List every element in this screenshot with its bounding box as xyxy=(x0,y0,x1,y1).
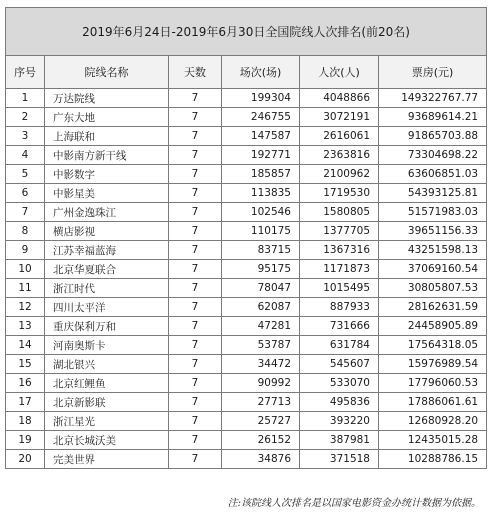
rank-cell: 14 xyxy=(6,336,45,355)
box-office-cell: 10288786.15 xyxy=(379,450,487,469)
cinema-name-cell: 浙江星光 xyxy=(45,412,169,431)
header-cinema-name: 院线名称 xyxy=(45,56,169,89)
shows-cell: 53787 xyxy=(222,336,300,355)
cinema-name-cell: 上海联和 xyxy=(45,127,169,146)
admissions-cell: 545607 xyxy=(300,355,379,374)
rank-cell: 18 xyxy=(6,412,45,431)
rank-cell: 2 xyxy=(6,108,45,127)
rank-cell: 4 xyxy=(6,146,45,165)
days-cell: 7 xyxy=(169,450,222,469)
admissions-cell: 1171873 xyxy=(300,260,379,279)
table-row xyxy=(6,127,487,146)
box-office-cell: 24458905.89 xyxy=(379,317,487,336)
days-cell: 7 xyxy=(169,184,222,203)
table-row xyxy=(6,412,487,431)
cinema-name-cell: 江苏幸福蓝海 xyxy=(45,241,169,260)
table-row xyxy=(6,222,487,241)
days-cell: 7 xyxy=(169,146,222,165)
box-office-cell: 51571983.03 xyxy=(379,203,487,222)
cinema-name-cell: 北京长城沃美 xyxy=(45,431,169,450)
days-cell: 7 xyxy=(169,374,222,393)
rank-cell: 6 xyxy=(6,184,45,203)
shows-cell: 27713 xyxy=(222,393,300,412)
cinema-name-cell: 河南奥斯卡 xyxy=(45,336,169,355)
table-row xyxy=(6,355,487,374)
cinema-name-cell: 广东大地 xyxy=(45,108,169,127)
header-rank: 序号 xyxy=(6,56,45,89)
days-cell: 7 xyxy=(169,203,222,222)
days-cell: 7 xyxy=(169,298,222,317)
admissions-cell: 3072191 xyxy=(300,108,379,127)
days-cell: 7 xyxy=(169,393,222,412)
cinema-name-cell: 湖北银兴 xyxy=(45,355,169,374)
cinema-name-cell: 重庆保利万和 xyxy=(45,317,169,336)
cinema-name-cell: 北京红鲤鱼 xyxy=(45,374,169,393)
cinema-name-cell: 四川太平洋 xyxy=(45,298,169,317)
days-cell: 7 xyxy=(169,431,222,450)
days-cell: 7 xyxy=(169,89,222,108)
admissions-cell: 1015495 xyxy=(300,279,379,298)
header-admissions: 人次(人) xyxy=(300,56,379,89)
shows-cell: 113835 xyxy=(222,184,300,203)
box-office-cell: 63606851.03 xyxy=(379,165,487,184)
cinema-name-cell: 中影南方新干线 xyxy=(45,146,169,165)
days-cell: 7 xyxy=(169,108,222,127)
shows-cell: 147587 xyxy=(222,127,300,146)
cinema-name-cell: 中影星美 xyxy=(45,184,169,203)
footnote: 注:该院线人次排名是以国家电影资金办统计数据为依据。 xyxy=(227,498,481,509)
admissions-cell: 631784 xyxy=(300,336,379,355)
admissions-cell: 387981 xyxy=(300,431,379,450)
table-row xyxy=(6,393,487,412)
cinema-name-cell: 横店影视 xyxy=(45,222,169,241)
shows-cell: 34876 xyxy=(222,450,300,469)
shows-cell: 34472 xyxy=(222,355,300,374)
admissions-cell: 2363816 xyxy=(300,146,379,165)
header-box-office: 票房(元) xyxy=(379,56,487,89)
box-office-cell: 12680928.20 xyxy=(379,412,487,431)
days-cell: 7 xyxy=(169,260,222,279)
shows-cell: 185857 xyxy=(222,165,300,184)
table-row xyxy=(6,146,487,165)
shows-cell: 95175 xyxy=(222,260,300,279)
table-row xyxy=(6,241,487,260)
admissions-cell: 887933 xyxy=(300,298,379,317)
rank-cell: 5 xyxy=(6,165,45,184)
shows-cell: 246755 xyxy=(222,108,300,127)
cinema-ranking-table xyxy=(5,7,487,469)
header-shows: 场次(场) xyxy=(222,56,300,89)
table-row xyxy=(6,450,487,469)
shows-cell: 199304 xyxy=(222,89,300,108)
days-cell: 7 xyxy=(169,412,222,431)
rank-cell: 9 xyxy=(6,241,45,260)
days-cell: 7 xyxy=(169,317,222,336)
rank-cell: 12 xyxy=(6,298,45,317)
table-row xyxy=(6,108,487,127)
box-office-cell: 93689614.21 xyxy=(379,108,487,127)
days-cell: 7 xyxy=(169,336,222,355)
cinema-name-cell: 北京华夏联合 xyxy=(45,260,169,279)
admissions-cell: 2100962 xyxy=(300,165,379,184)
shows-cell: 83715 xyxy=(222,241,300,260)
box-office-cell: 17796060.53 xyxy=(379,374,487,393)
box-office-cell: 30805807.53 xyxy=(379,279,487,298)
shows-cell: 90992 xyxy=(222,374,300,393)
shows-cell: 192771 xyxy=(222,146,300,165)
table-row xyxy=(6,431,487,450)
rank-cell: 19 xyxy=(6,431,45,450)
admissions-cell: 393220 xyxy=(300,412,379,431)
table-row xyxy=(6,203,487,222)
admissions-cell: 1719530 xyxy=(300,184,379,203)
table-row xyxy=(6,184,487,203)
admissions-cell: 1367316 xyxy=(300,241,379,260)
rank-cell: 17 xyxy=(6,393,45,412)
rank-cell: 13 xyxy=(6,317,45,336)
shows-cell: 25727 xyxy=(222,412,300,431)
box-office-cell: 54393125.81 xyxy=(379,184,487,203)
table-title: 2019年6月24日-2019年6月30日全国院线人次排名(前20名) xyxy=(6,8,487,56)
admissions-cell: 4048866 xyxy=(300,89,379,108)
rank-cell: 10 xyxy=(6,260,45,279)
admissions-cell: 2616061 xyxy=(300,127,379,146)
rank-cell: 7 xyxy=(6,203,45,222)
box-office-cell: 39651156.33 xyxy=(379,222,487,241)
table-row xyxy=(6,165,487,184)
cinema-name-cell: 完美世界 xyxy=(45,450,169,469)
box-office-cell: 17886061.61 xyxy=(379,393,487,412)
table-row xyxy=(6,279,487,298)
days-cell: 7 xyxy=(169,222,222,241)
header-row xyxy=(6,56,487,89)
table-row xyxy=(6,336,487,355)
admissions-cell: 495836 xyxy=(300,393,379,412)
table-row xyxy=(6,374,487,393)
days-cell: 7 xyxy=(169,127,222,146)
rank-cell: 3 xyxy=(6,127,45,146)
admissions-cell: 1377705 xyxy=(300,222,379,241)
rank-cell: 11 xyxy=(6,279,45,298)
box-office-cell: 91865703.88 xyxy=(379,127,487,146)
cinema-name-cell: 中影数字 xyxy=(45,165,169,184)
box-office-cell: 43251598.13 xyxy=(379,241,487,260)
table-row xyxy=(6,317,487,336)
table-row xyxy=(6,298,487,317)
shows-cell: 110175 xyxy=(222,222,300,241)
shows-cell: 78047 xyxy=(222,279,300,298)
rank-cell: 15 xyxy=(6,355,45,374)
table-body xyxy=(6,89,487,469)
cinema-name-cell: 北京新影联 xyxy=(45,393,169,412)
rank-cell: 1 xyxy=(6,89,45,108)
admissions-cell: 731666 xyxy=(300,317,379,336)
cinema-name-cell: 浙江时代 xyxy=(45,279,169,298)
days-cell: 7 xyxy=(169,279,222,298)
shows-cell: 62087 xyxy=(222,298,300,317)
admissions-cell: 1580805 xyxy=(300,203,379,222)
shows-cell: 102546 xyxy=(222,203,300,222)
box-office-cell: 73304698.22 xyxy=(379,146,487,165)
days-cell: 7 xyxy=(169,165,222,184)
cinema-name-cell: 广州金逸珠江 xyxy=(45,203,169,222)
table-row xyxy=(6,89,487,108)
box-office-cell: 17564318.05 xyxy=(379,336,487,355)
admissions-cell: 533070 xyxy=(300,374,379,393)
shows-cell: 26152 xyxy=(222,431,300,450)
header-days: 天数 xyxy=(169,56,222,89)
box-office-cell: 15976989.54 xyxy=(379,355,487,374)
box-office-cell: 12435015.28 xyxy=(379,431,487,450)
rank-cell: 8 xyxy=(6,222,45,241)
box-office-cell: 37069160.54 xyxy=(379,260,487,279)
days-cell: 7 xyxy=(169,241,222,260)
admissions-cell: 371518 xyxy=(300,450,379,469)
days-cell: 7 xyxy=(169,355,222,374)
shows-cell: 47281 xyxy=(222,317,300,336)
rank-cell: 16 xyxy=(6,374,45,393)
box-office-cell: 28162631.59 xyxy=(379,298,487,317)
cinema-name-cell: 万达院线 xyxy=(45,89,169,108)
table-row xyxy=(6,260,487,279)
box-office-cell: 149322767.77 xyxy=(379,89,487,108)
rank-cell: 20 xyxy=(6,450,45,469)
